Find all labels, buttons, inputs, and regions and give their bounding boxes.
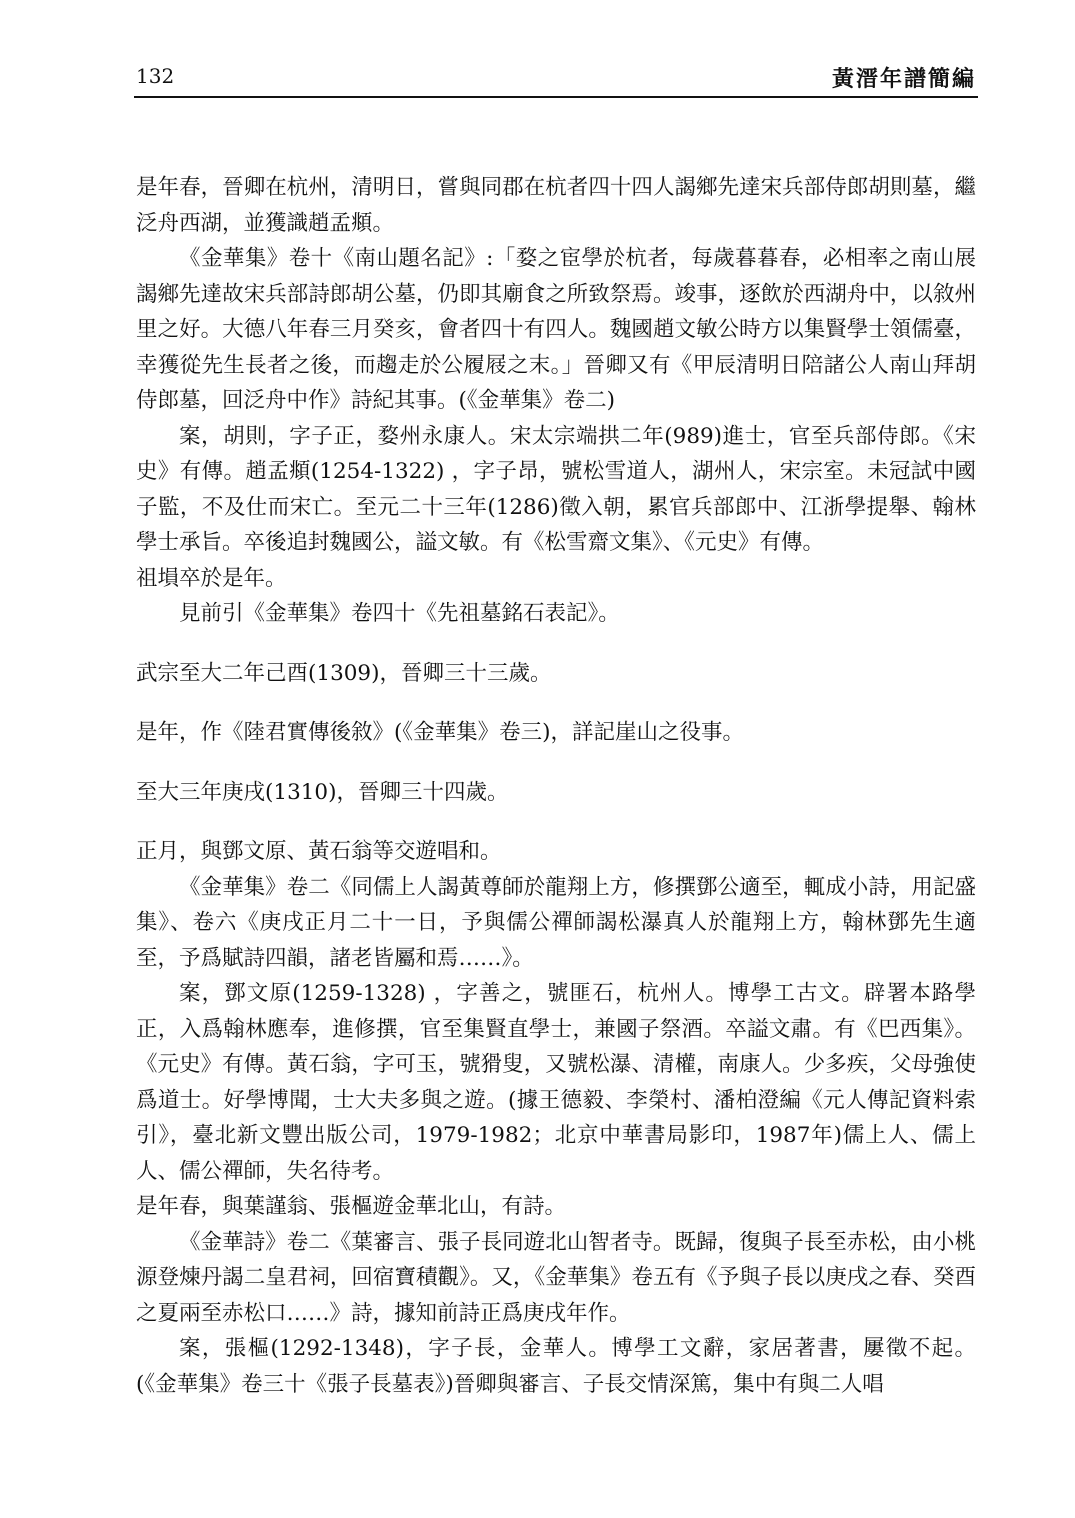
- page-number: 132: [136, 64, 175, 88]
- page-header: [136, 60, 976, 94]
- quote-paragraph: 《金華集》卷十《南山題名記》:「婺之宦學於杭者，每歲暮暮春，必相率之南山展謁鄉先達故宋兵部詩郎胡公墓，仍即其廟食之所致祭焉。竣事，逐飲於西湖舟中，以敘州里之好。大德八年春三月癸亥，會者四十有四人。魏國趙文敏公時方以集賢學士領儒臺，幸獲從先生長者之後，而趨走於公履屐之末。」晉卿又有《甲辰清明日陪諸公人南山拜胡侍郎墓，回泛舟中作》詩紀其事。(《金華集》卷二): [136, 246, 976, 413]
- quote-paragraph: 《金華詩》卷二《葉審言、張子長同遊北山智者寺。既歸，復與子長至赤松，由小桃源登煉丹謁二皇君祠，回宿寶積觀》。又，《金華集》卷五有《予與子長以庚戌之春、癸酉之夏兩至赤松口……》詩，據知前詩正爲庚戌年作。: [136, 1229, 976, 1326]
- note-paragraph: 案，張樞(1292-1348)，字子長，金華人。博學工文辭，家居著書，屢徵不起。(《金華集》卷三十《張子長墓表》)晉卿與審言、子長交情深篤，集中有與二人唱: [136, 1336, 976, 1397]
- paragraph: 是年，作《陸君實傳後敘》(《金華集》卷三)，詳記崖山之役事。: [136, 720, 745, 745]
- note-paragraph: 見前引《金華集》卷四十《先祖墓銘石表記》。: [179, 601, 620, 626]
- year-heading: 至大三年庚戌(1310)，晉卿三十四歲。: [136, 779, 509, 805]
- body-text: [136, 170, 976, 1402]
- paragraph: 是年春，與葉謹翁、張樞遊金華北山，有詩。: [136, 1194, 567, 1219]
- note-paragraph: 案，鄧文原(1259-1328) ，字善之，號匪石，杭州人。博學工古文。辟署本路學正，入爲翰林應奉，進修撰，官至集賢直學士，兼國子祭酒。卒謚文肅。有《巴西集》。《元史》有傳。黃石翁，字可玉，號猾叟，又號松瀑、清權，南康人。少多疾，父母強使爲道士。好學博聞，士大夫多與之遊。(據王德毅、李榮村、潘柏澄編《元人傳記資料索引》，臺北新文豐出版公司，1979-1982；北京中華書局影印，1987年)儒上人、儒上人、儒公禪師，失名待考。: [136, 981, 976, 1184]
- header-rule: [134, 96, 978, 98]
- running-title: 黃溍年譜簡編: [831, 66, 976, 92]
- quote-paragraph: 《金華集》卷二《同儒上人謁黃尊師於龍翔上方，修撰鄧公適至，輒成小詩，用記盛集》、卷六《庚戌正月二十一日，予與儒公禪師謁松瀑真人於龍翔上方，翰林鄧先生適至，予爲賦詩四韻，諸老皆屬和焉……》。: [136, 874, 976, 971]
- year-heading: 武宗至大二年己酉(1309)，晉卿三十三歲。: [136, 660, 552, 686]
- paragraph: 祖塤卒於是年。: [136, 565, 287, 591]
- paragraph: 正月，與鄧文原、黃石翁等交遊唱和。: [136, 839, 502, 864]
- paragraph: 是年春，晉卿在杭州，清明日，嘗與同郡在杭者四十四人謁鄉先達宋兵部侍郎胡則墓，繼泛舟西湖，並獲識趙孟頫。: [136, 175, 976, 236]
- note-paragraph: 案，胡則，字子正，婺州永康人。宋太宗端拱二年(989)進士，官至兵部侍郎。《宋史》有傳。趙孟頫(1254-1322) ，字子昂，號松雪道人，湖州人，宋宗室。未冠試中國子監，不及仕而宋亡。至元二十三年(1286)徵入朝，累官兵部郎中、江浙學提舉、翰林學士承旨。卒後追封魏國公，謚文敏。有《松雪齋文集》、《元史》有傳。: [136, 423, 976, 555]
